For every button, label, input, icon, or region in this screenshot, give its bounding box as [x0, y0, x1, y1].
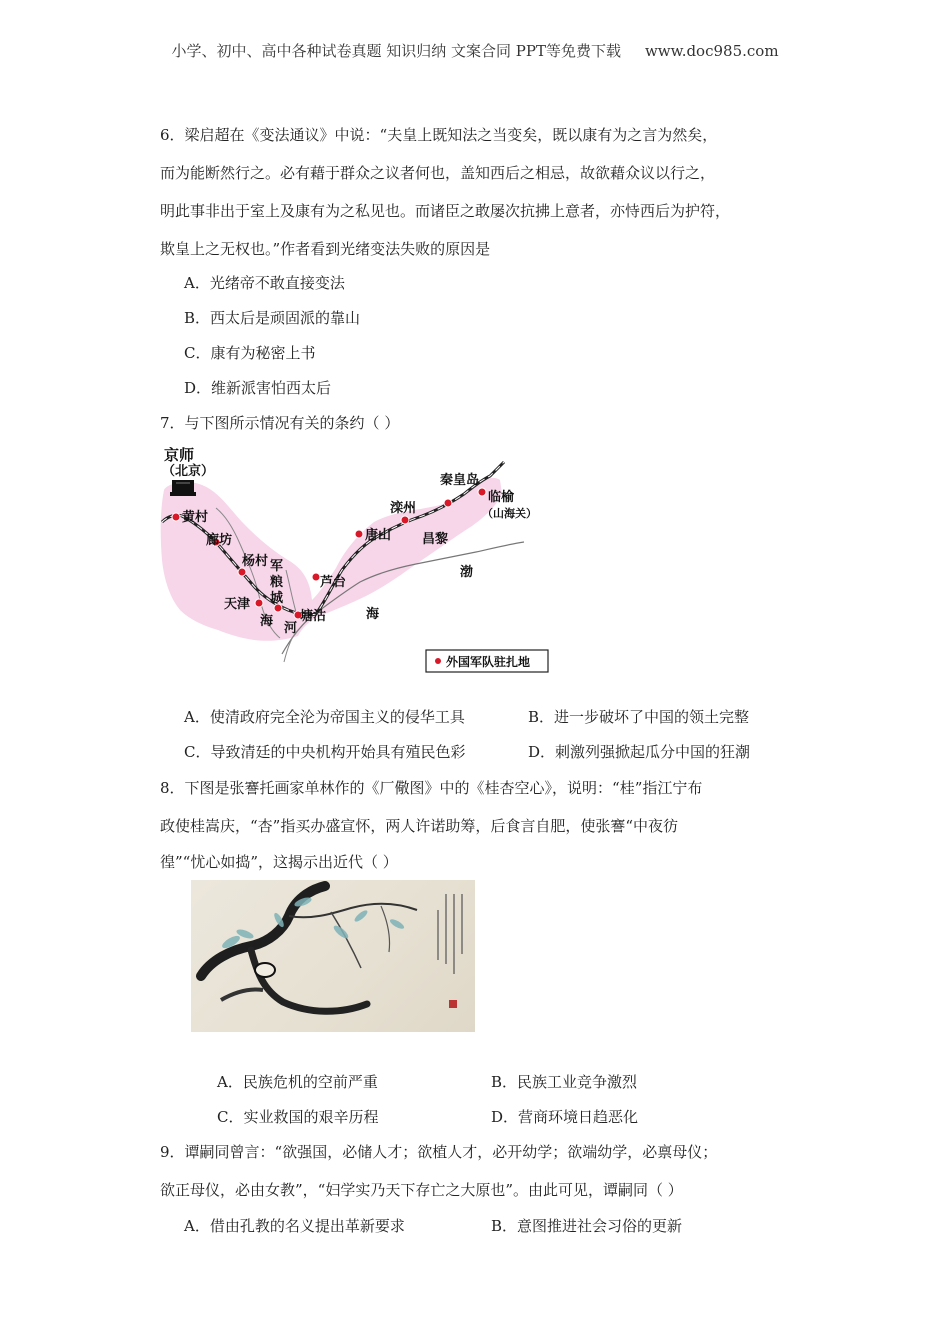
label-shanhaiguan: （山海关）: [482, 507, 537, 520]
q7-option-b[interactable]: B．进一步破坏了中国的领土完整: [528, 708, 750, 726]
q7-option-c[interactable]: C．导致清廷的中央机构开始具有殖民色彩: [184, 743, 466, 761]
label-capital-sub: （北京）: [162, 464, 215, 479]
q8-option-b[interactable]: B．民族工业竞争激烈: [491, 1073, 638, 1091]
q8-option-d[interactable]: D．营商环境日趋恶化: [491, 1108, 639, 1126]
label-luanzhou: 滦州: [390, 501, 417, 516]
label-linyu: 临榆: [488, 490, 515, 505]
label-tanggu: 塘沽: [300, 609, 327, 624]
label-huangcun: 黄村: [182, 510, 209, 525]
q6-option-d[interactable]: D．维新派害怕西太后: [184, 379, 332, 397]
station-tianjin: [255, 599, 263, 607]
q8-line-2: 政使桂嵩庆，“杏”指买办盛宣怀，两人许诺助筹，后食言自肥，使张謇“中夜彷: [160, 817, 679, 835]
label-bo: 渤: [460, 565, 474, 580]
label-capital: 京师: [164, 446, 195, 464]
guixing-painting: [191, 880, 475, 1032]
station-linyu: [478, 488, 486, 496]
legend-label: 外国军队驻扎地: [446, 655, 531, 669]
q8-option-c[interactable]: C．实业救国的艰辛历程: [217, 1108, 379, 1126]
label-changli: 昌黎: [422, 532, 449, 547]
station-yangcun: [238, 568, 246, 576]
capital-building-icon: [170, 480, 196, 496]
q9-option-b[interactable]: B．意图推进社会习俗的更新: [491, 1217, 683, 1235]
q6-line-3: 明此事非出于室上及康有为之私见也。而诸臣之敢屡次抗拂上意者，亦恃西后为护符，: [160, 202, 731, 220]
q8-option-a[interactable]: A．民族危机的空前严重: [217, 1073, 378, 1091]
q7-option-d[interactable]: D．刺激列强掀起瓜分中国的狂潮: [528, 743, 751, 761]
page-header: [0, 40, 950, 61]
q7-option-a[interactable]: A．使清政府完全沦为帝国主义的侵华工具: [184, 708, 465, 726]
header-text: 小学、初中、高中各种试卷真题 知识归纳 文案合同 PPT等免费下载: [171, 42, 621, 60]
q8-line-1: 8．下图是张謇托画家单林作的《厂儆图》中的《桂杏空心》，说明：“桂”指江宁布: [160, 779, 703, 797]
q6-line-4: 欺皇上之无权也。”作者看到光绪变法失败的原因是: [160, 240, 491, 258]
label-yangcun: 杨村: [242, 554, 269, 569]
station-changli: [444, 499, 452, 507]
legend-dot-icon: [435, 658, 441, 664]
q6-option-c[interactable]: C．康有为秘密上书: [184, 344, 316, 362]
label-junliangcheng-2: 粮: [270, 575, 284, 590]
station-huangcun: [172, 513, 180, 521]
label-lutai: 芦台: [320, 575, 347, 590]
label-junliangcheng-3: 城: [270, 591, 284, 606]
label-junliangcheng-1: 军: [270, 559, 284, 574]
station-lutai: [312, 573, 320, 581]
header-url[interactable]: www.doc985.com: [644, 42, 779, 60]
label-haihe-2: 河: [284, 621, 298, 636]
painting-tree-icon: [191, 880, 475, 1032]
q7-stem: 7．与下图所示情况有关的条约（ ）: [160, 414, 400, 432]
label-haihe-1: 海: [260, 614, 274, 629]
station-luanzhou: [401, 516, 409, 524]
station-tangshan: [355, 530, 363, 538]
q9-option-a[interactable]: A．借由孔教的名义提出革新要求: [184, 1217, 405, 1235]
map-legend: [426, 650, 548, 672]
label-tianjin: 天津: [224, 597, 251, 612]
label-hai: 海: [366, 607, 380, 622]
q8-line-3: 徨”“忧心如捣”，这揭示出近代（ ）: [160, 853, 398, 871]
q6-option-a[interactable]: A．光绪帝不敢直接变法: [184, 274, 345, 292]
label-langfang: 廊坊: [206, 533, 233, 548]
q6-option-b[interactable]: B．西太后是顽固派的靠山: [184, 309, 361, 327]
q9-line-2: 欲正母仪，必由女教”，“妇学实乃天下存亡之大原也”。由此可见，谭嗣同（ ）: [160, 1181, 683, 1199]
railway-map: [160, 440, 552, 678]
q6-line-1: 6．梁启超在《变法通议》中说：“夫皇上既知法之当变矣，既以康有为之言为然矣，: [160, 126, 718, 144]
q6-line-2: 而为能断然行之。必有藉于群众之议者何也，盖知西后之相忌，故欲藉众议以行之，: [160, 164, 716, 182]
label-tangshan: 唐山: [365, 528, 392, 543]
label-qinhuangdao: 秦皇岛: [440, 473, 480, 488]
q9-line-1: 9．谭嗣同曾言：“欲强国，必储人才；欲植人才，必开幼学；欲端幼学，必禀母仪；: [160, 1143, 718, 1161]
